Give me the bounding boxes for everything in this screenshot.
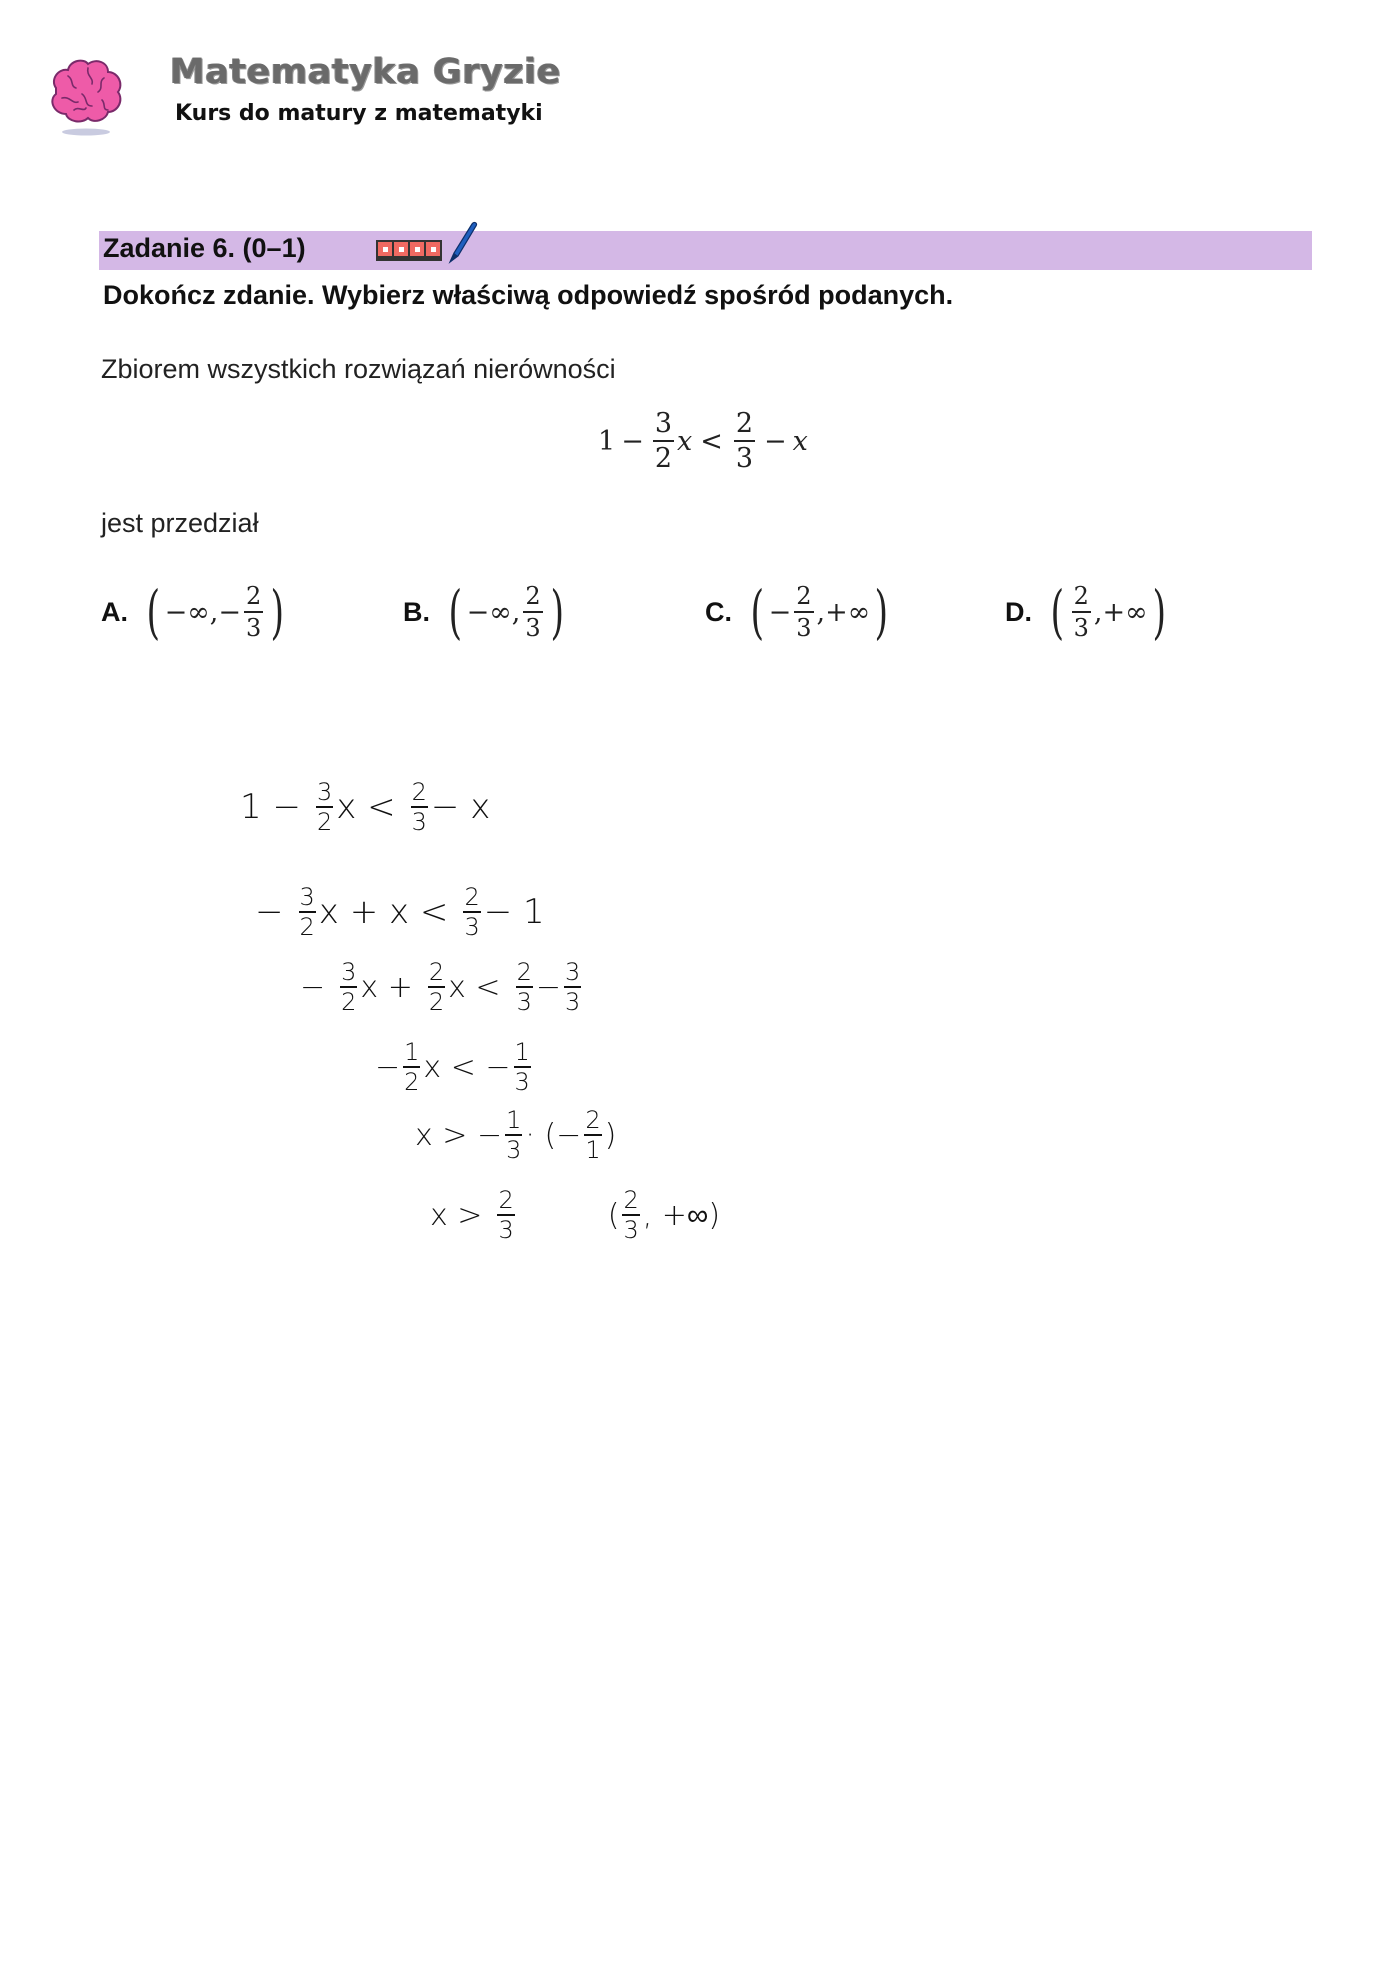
ineq-var: x	[792, 425, 808, 457]
solution-line-3: − $\frac{3}{2}$ x + $\frac{2}{2}$ x < $\frac{2}{3}$ − $\frac{3}{3}$	[300, 958, 581, 1016]
solution-line-1: 1 − $\frac{3}{2}$ x < $\frac{2}{3}$ − x	[240, 778, 491, 836]
option-d[interactable]: D. ( $\frac{2}{3}$ ,+∞ )	[1005, 578, 1166, 646]
brand-title: Matematyka Gryzie	[170, 52, 562, 92]
ineq-op: −	[621, 425, 644, 457]
option-a[interactable]: A. ( −∞, − $\frac{2}{3}$ )	[101, 578, 285, 646]
solution-line-4: − $\frac{1}{2}$ x < − $\frac{1}{3}$	[375, 1038, 530, 1096]
score-box	[409, 241, 425, 257]
ineq-var: x	[677, 425, 693, 457]
ineq-fraction: $\frac{2}{3}$	[735, 408, 754, 474]
score-box	[425, 241, 441, 257]
ineq-op: −	[764, 425, 787, 457]
solution-line-5: x > − $\frac{1}{3}$ · (− $\frac{2}{1}$ )	[415, 1106, 617, 1164]
intro-text: Zbiorem wszystkich rozwiązań nierówności	[101, 354, 616, 384]
score-box	[393, 241, 409, 257]
pen-icon	[446, 220, 478, 264]
task-title: Zadanie 6. (0–1)	[103, 233, 306, 263]
answer-interval: ( $\frac{2}{3}$ , +∞)	[607, 1186, 721, 1244]
score-box	[377, 241, 393, 257]
task-instruction: Dokończ zdanie. Wybierz właściwą odpowiedź spośród podanych.	[103, 280, 954, 310]
ineq-const: 1	[598, 425, 616, 457]
solution-line-2: − $\frac{3}{2}$ x + x < $\frac{2}{3}$ − 1	[255, 883, 545, 941]
after-text: jest przedział	[101, 508, 259, 538]
solution-line-6: x > $\frac{2}{3}$ ( $\frac{2}{3}$ , +∞)	[430, 1186, 721, 1244]
score-boxes-icon	[376, 240, 442, 261]
ineq-fraction: $\frac{3}{2}$	[654, 408, 672, 474]
brain-logo-icon	[46, 54, 126, 138]
option-c[interactable]: C. ( − $\frac{2}{3}$ ,+∞ )	[705, 578, 889, 646]
option-b[interactable]: B. ( −∞, $\frac{2}{3}$ )	[403, 578, 564, 646]
ineq-relation: <	[700, 425, 723, 457]
inequality	[598, 410, 808, 472]
brand-subtitle: Kurs do matury z matematyki	[175, 101, 543, 126]
